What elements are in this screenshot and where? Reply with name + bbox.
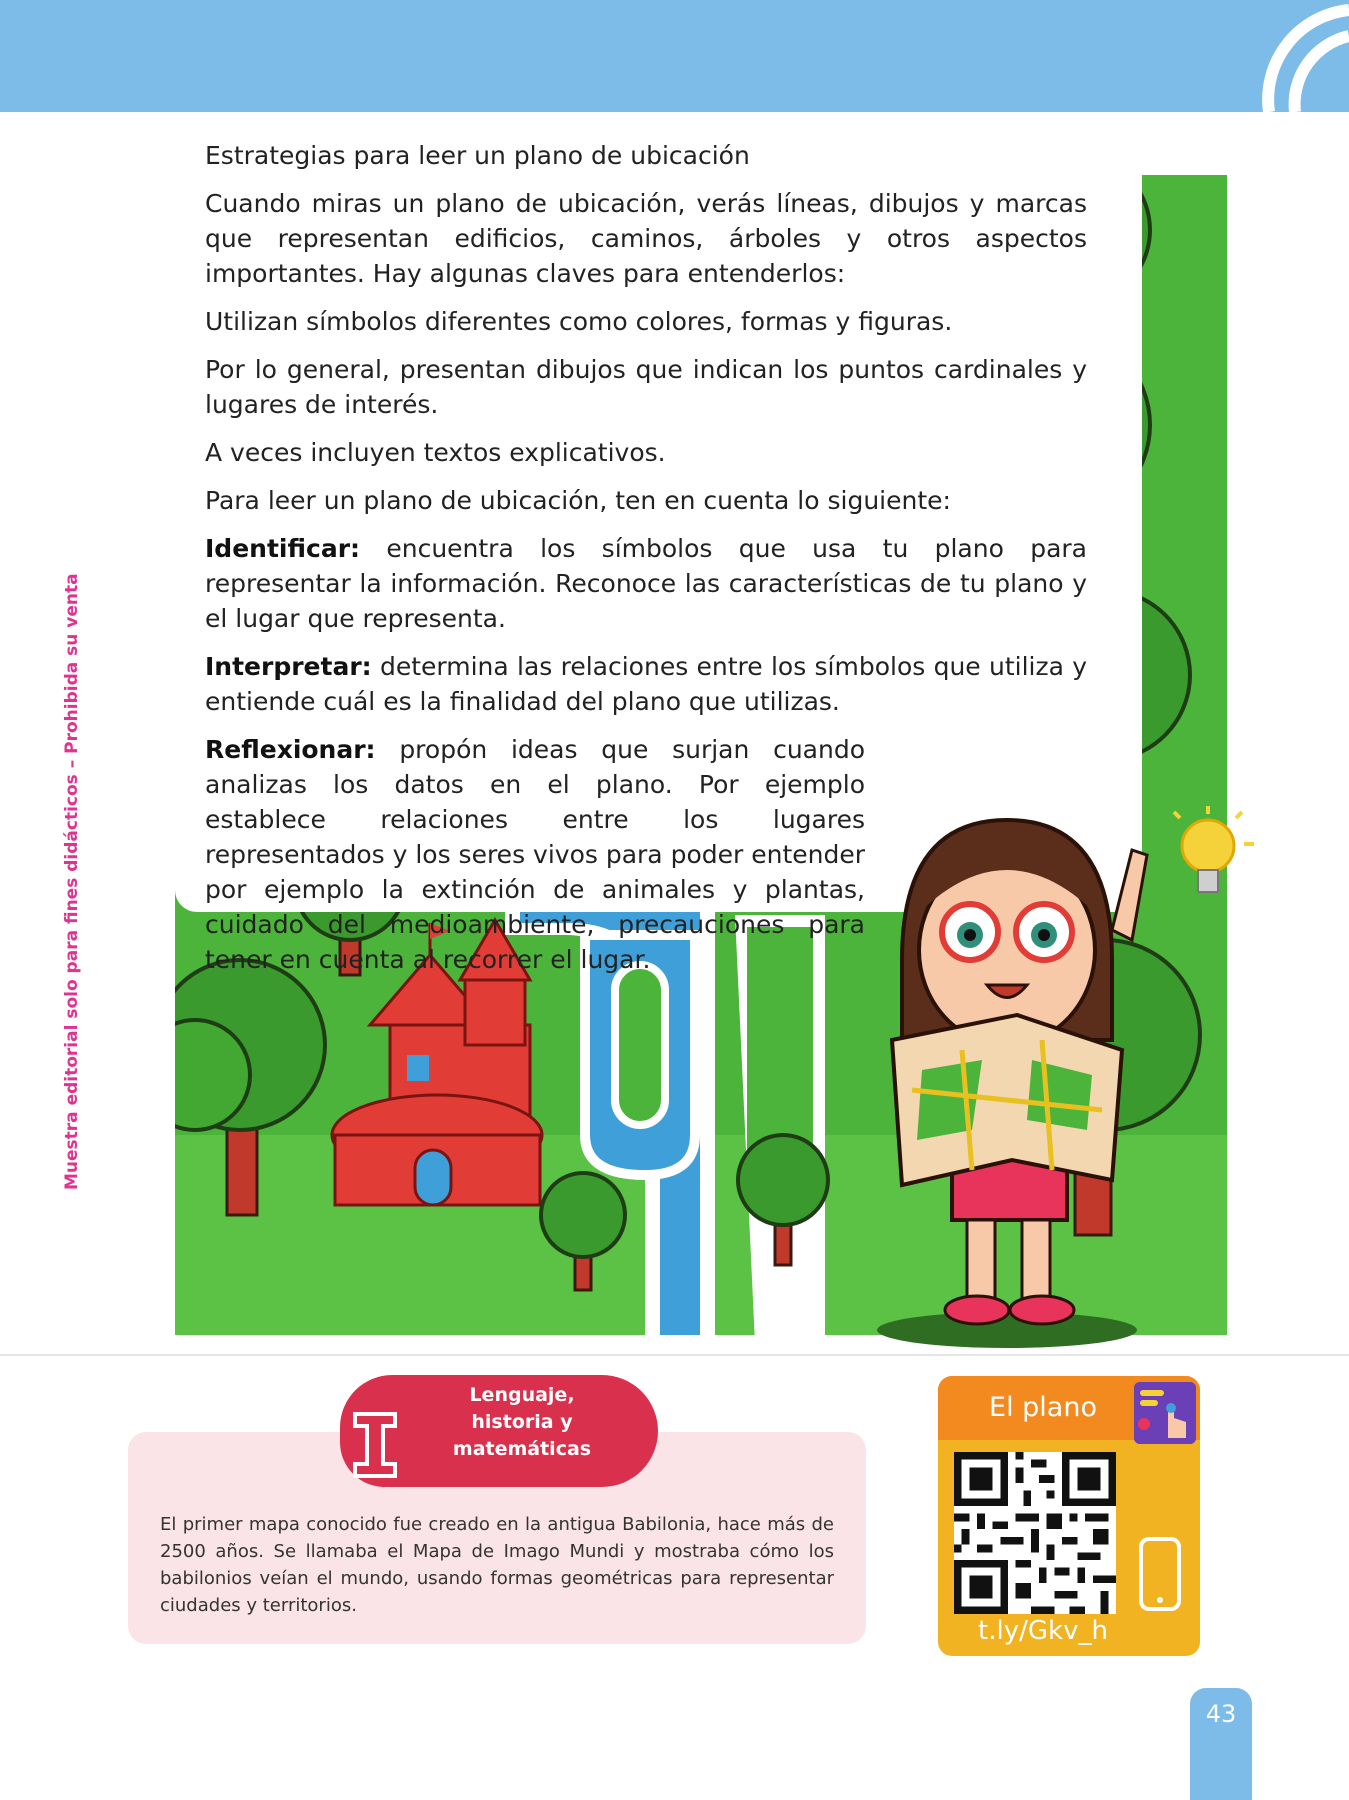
fact-tag-line: matemáticas xyxy=(452,1438,592,1460)
smartphone-icon xyxy=(1138,1536,1182,1612)
clue-cardinal-points: Por lo general, presentan dibujos que indican los puntos cardinales y lugares de interés. xyxy=(205,355,1087,419)
girl-with-map-illustration xyxy=(862,790,1162,1350)
clue-symbols: Utilizan símbolos diferentes como colores, formas y figuras. xyxy=(205,307,953,336)
step-term: Identificar: xyxy=(205,534,361,563)
step-description: propón ideas que surjan cuando analizas los datos en el plano. Por ejemplo establece relaciones entre los lugares representados y los seres vivos para poder entender por ejemplo la extinción de animales y plantas, cuidado del medioambiente, precauciones para tener en cuenta al recorrer el lugar. xyxy=(205,735,865,974)
step-description: determina las relaciones entre los símbolos que utiliza y entiende cuál es la finalidad del plano que utilizas. xyxy=(205,652,1088,716)
steps-lead: Para leer un plano de ubicación, ten en cuenta lo siguiente: xyxy=(205,486,951,515)
clue-texts: A veces incluyen textos explicativos. xyxy=(205,438,666,467)
fact-tag-line: historia y xyxy=(471,1411,573,1433)
qr-code-icon[interactable] xyxy=(954,1452,1116,1614)
fact-text: El primer mapa conocido fue creado en la antigua Babilonia, hace más de 2500 años. Se llamaba el Mapa de Imago Mundi y mostraba cómo los babilonios veían el mundo, usando formas geométricas para representar ciudades y territorios. xyxy=(160,1514,834,1616)
qr-short-link[interactable]: t.ly/Gkv_h xyxy=(978,1616,1108,1646)
touch-screen-icon xyxy=(1134,1382,1196,1444)
letter-i-icon xyxy=(352,1410,398,1480)
step-term: Interpretar: xyxy=(205,652,372,681)
page-number: 43 xyxy=(1205,1700,1237,1728)
qr-card-title: El plano xyxy=(989,1392,1097,1423)
section-heading: Estrategias para leer un plano de ubicación xyxy=(205,141,750,170)
step-identify xyxy=(205,531,1087,636)
step-reflect xyxy=(205,732,865,977)
step-description: encuentra los símbolos que usa tu plano para representar la información. Reconoce las características de tu plano y el lugar que representa. xyxy=(205,534,1087,633)
step-interpret xyxy=(205,649,1087,719)
qr-resource-card[interactable] xyxy=(938,1376,1200,1656)
top-header-band xyxy=(0,0,1349,112)
decorative-arcs-icon xyxy=(1229,0,1349,112)
lightbulb-icon xyxy=(1168,800,1258,910)
page-number-tab xyxy=(1190,1688,1252,1800)
fact-tag-line: Lenguaje, xyxy=(469,1384,575,1406)
intro-paragraph: Cuando miras un plano de ubicación, verás líneas, dibujos y marcas que representan edificios, caminos, árboles y otros aspectos importantes. Hay algunas claves para entenderlos: xyxy=(205,189,1087,288)
sidebar-note: Muestra editorial solo para fines didácticos – Prohibida su venta xyxy=(62,573,82,1190)
section-divider xyxy=(0,1354,1349,1356)
fact-tag-label xyxy=(422,1382,622,1463)
step-term: Reflexionar: xyxy=(205,735,376,764)
